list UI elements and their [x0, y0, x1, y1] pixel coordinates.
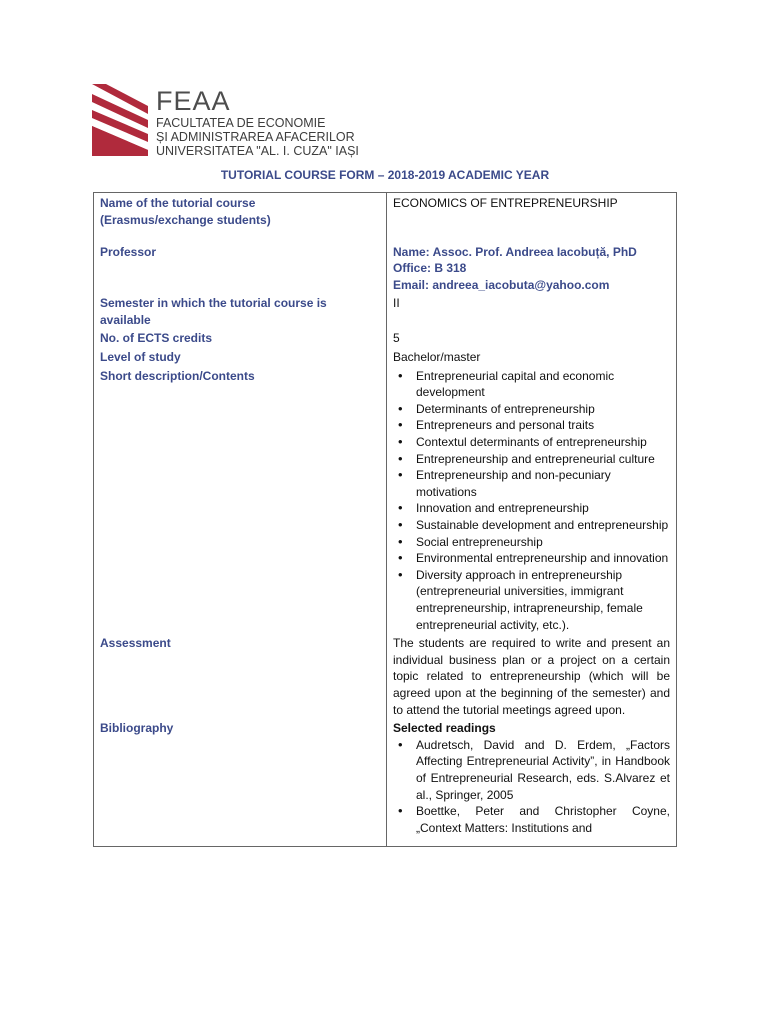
faculty-abbr: FEAA: [156, 86, 231, 116]
row-level: [94, 347, 677, 366]
professor-office: Office: B 318: [393, 261, 467, 276]
label-level: Level of study: [94, 347, 387, 366]
value-bibliography: [387, 718, 677, 846]
faculty-line-1: FACULTATEA DE ECONOMIE: [156, 116, 326, 130]
faculty-name: [156, 86, 359, 158]
label-description: Short description/Contents: [94, 366, 387, 634]
professor-name: Name: Assoc. Prof. Andreea Iacobuță, PhD: [393, 244, 637, 259]
list-item: • Social entrepreneurship: [393, 534, 670, 551]
label-semester: Semester in which the tutorial course is available: [94, 293, 387, 328]
list-item: • Entrepreneurs and personal traits: [393, 417, 670, 434]
label-course-name-line1: Name of the tutorial course: [100, 196, 256, 210]
value-description: [387, 366, 677, 634]
bibliography-heading: Selected readings: [393, 721, 496, 736]
row-bibliography: [94, 718, 677, 846]
value-assessment: The students are required to write and present an individual business plan or a project on a certain topic related to entrepreneurship (which will be agreed upon at the beginning of the semester) and to attend the tutorial meetings agreed upon.: [387, 633, 677, 718]
list-item: • Audretsch, David and D. Erdem, „Factors Affecting Entrepreneurial Activity”, in Handbook of Entrepreneurial Research, eds. S.Alvarez et al., Springer, 2005: [393, 737, 670, 803]
row-course-name: [94, 193, 677, 242]
value-professor: [387, 242, 677, 294]
list-item: • Entrepreneurship and non-pecuniary motivations: [393, 467, 670, 500]
list-item: • Innovation and entrepreneurship: [393, 500, 670, 517]
course-form-table: [93, 192, 677, 847]
list-item: • Entrepreneurial capital and economic development: [393, 368, 670, 401]
bibliography-list: [393, 737, 670, 837]
university-line: UNIVERSITATEA "AL. I. CUZA" IAȘI: [156, 144, 359, 158]
label-professor: Professor: [94, 242, 387, 294]
value-level: Bachelor/master: [387, 347, 677, 366]
list-item: • Entrepreneurship and entrepreneurial culture: [393, 451, 670, 468]
faculty-line-2: ȘI ADMINISTRAREA AFACERILOR: [156, 130, 355, 144]
row-professor: [94, 242, 677, 294]
row-semester: [94, 293, 677, 328]
row-ects: [94, 328, 677, 347]
row-description: [94, 366, 677, 634]
list-item: • Contextul determinants of entrepreneurship: [393, 434, 670, 451]
list-item: • Boettke, Peter and Christopher Coyne, „Context Matters: Institutions and: [393, 803, 670, 836]
value-ects: 5: [387, 328, 677, 347]
professor-email[interactable]: Email: andreea_iacobuta@yahoo.com: [393, 277, 610, 292]
label-course-name-line2: (Erasmus/exchange students): [100, 212, 271, 227]
list-item: • Environmental entrepreneurship and innovation: [393, 550, 670, 567]
value-semester: II: [387, 293, 677, 328]
form-title: TUTORIAL COURSE FORM – 2018-2019 ACADEMIC YEAR: [220, 168, 550, 182]
label-bibliography: Bibliography: [94, 718, 387, 846]
label-ects: No. of ECTS credits: [94, 328, 387, 347]
label-assessment: Assessment: [94, 633, 387, 718]
row-assessment: [94, 633, 677, 718]
contents-list: [393, 368, 670, 634]
list-item: • Diversity approach in entrepreneurship (entrepreneurial universities, immigrant entrepreneurship, intrapreneurship, female entrepreneurial activity, etc.).: [393, 567, 670, 633]
list-item: • Determinants of entrepreneurship: [393, 401, 670, 418]
faculty-logo: [92, 84, 392, 156]
label-course-name: [94, 193, 387, 242]
feaa-logo-icon: [92, 84, 148, 156]
list-item: • Sustainable development and entrepreneurship: [393, 517, 670, 534]
value-course-name: ECONOMICS OF ENTREPRENEURSHIP: [387, 193, 677, 242]
